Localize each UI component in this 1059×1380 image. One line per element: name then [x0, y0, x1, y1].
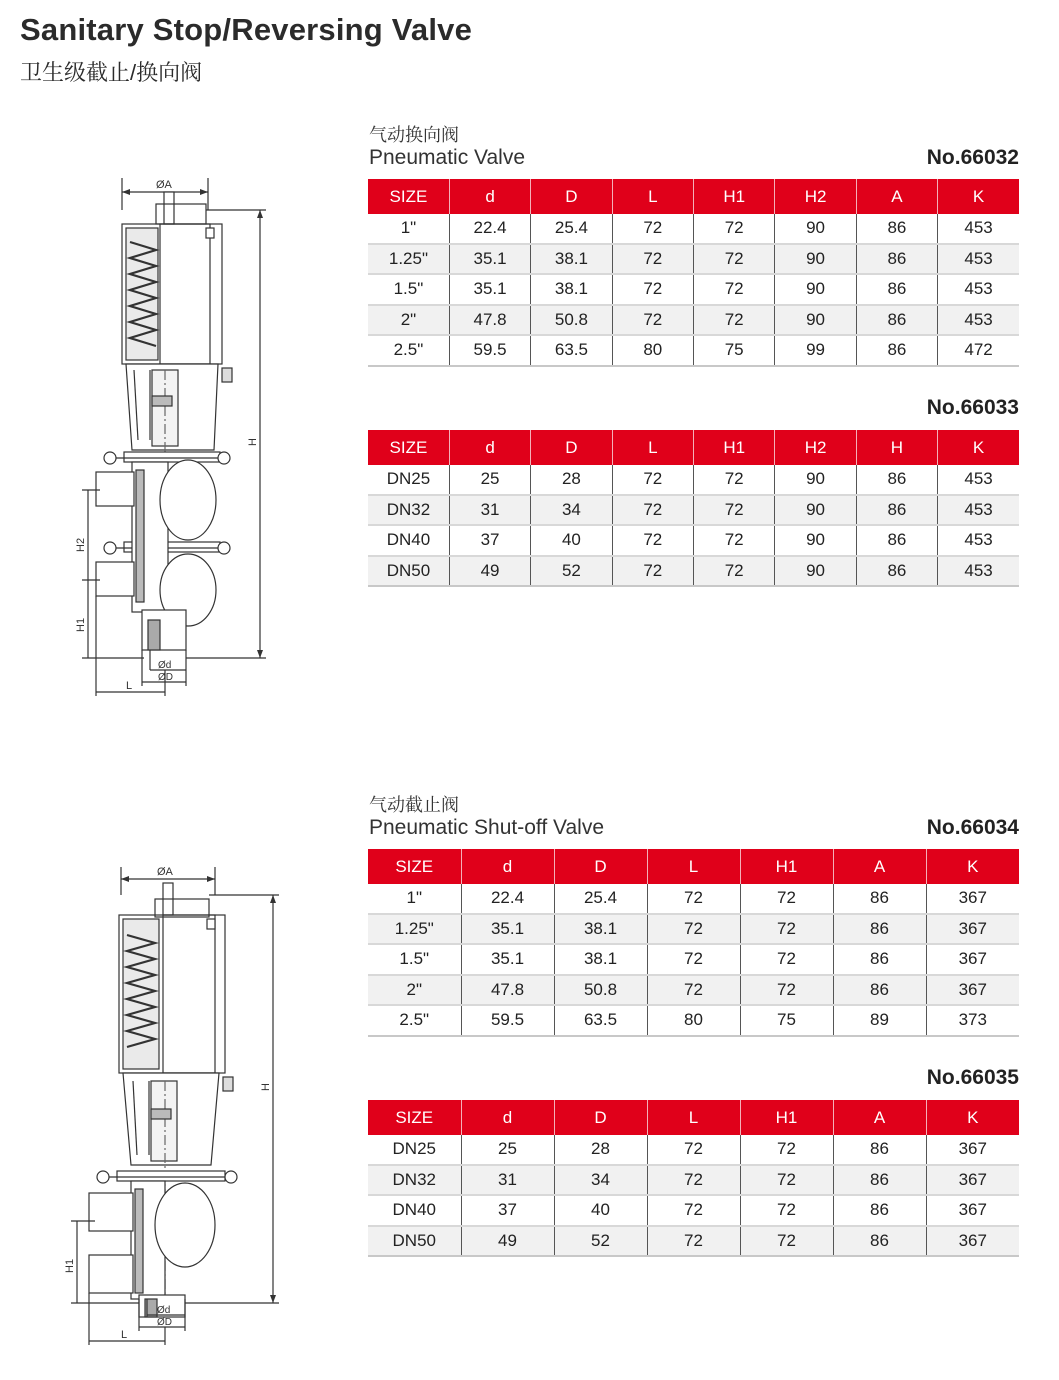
- table-cell: 72: [612, 525, 693, 556]
- column-header: D: [531, 179, 612, 214]
- table-cell: 90: [775, 274, 856, 305]
- table-cell: 86: [833, 1135, 926, 1165]
- model-number: No.66033: [926, 396, 1019, 419]
- table-cell: 34: [554, 1165, 647, 1196]
- table-cell: 1.5": [368, 274, 449, 305]
- table-cell: DN50: [368, 556, 449, 587]
- dim-label-a: ØA: [157, 866, 173, 878]
- table-cell: 453: [938, 495, 1019, 526]
- table-cell: 72: [647, 1226, 740, 1257]
- table-cell: 86: [833, 975, 926, 1006]
- column-header: K: [938, 430, 1019, 465]
- table-cell: 2": [368, 975, 461, 1006]
- table-cell: 75: [694, 335, 775, 366]
- column-header: SIZE: [368, 430, 449, 465]
- column-header: A: [833, 1100, 926, 1135]
- table-cell: 72: [647, 884, 740, 914]
- table-row: [368, 1195, 1019, 1226]
- table-row: [368, 465, 1019, 495]
- table-header-row: [368, 1100, 1019, 1135]
- table-cell: 72: [694, 244, 775, 275]
- shutoff-valve-drawing: [55, 855, 285, 1350]
- table-cell: 2.5": [368, 335, 449, 366]
- table-cell: 90: [775, 495, 856, 526]
- table-cell: 367: [926, 1165, 1019, 1196]
- dim-label-big-d: ØD: [158, 672, 173, 683]
- table-cell: 1": [368, 884, 461, 914]
- table-cell: 72: [694, 556, 775, 587]
- dim-label-h2: H2: [75, 537, 87, 552]
- column-header: H2: [775, 179, 856, 214]
- spec-table: [368, 430, 1019, 587]
- table-cell: 35.1: [449, 274, 530, 305]
- table-row: [368, 914, 1019, 945]
- table-cell: 80: [612, 335, 693, 366]
- table-cell: 72: [647, 1135, 740, 1165]
- table-row: [368, 1005, 1019, 1036]
- table-cell: 59.5: [449, 335, 530, 366]
- table-cell: 86: [856, 305, 937, 336]
- table-cell: 72: [740, 1165, 833, 1196]
- table-cell: 34: [531, 495, 612, 526]
- table-cell: 72: [612, 214, 693, 244]
- table-cell: 72: [694, 525, 775, 556]
- table-cell: 72: [647, 914, 740, 945]
- column-header: SIZE: [368, 1100, 461, 1135]
- table-cell: 367: [926, 1135, 1019, 1165]
- table-cell: 90: [775, 305, 856, 336]
- table-cell: 453: [938, 274, 1019, 305]
- table-cell: 72: [612, 556, 693, 587]
- table-row: [368, 244, 1019, 275]
- table-cell: 72: [740, 1195, 833, 1226]
- table-cell: 72: [694, 214, 775, 244]
- table-cell: 367: [926, 1195, 1019, 1226]
- column-header: H1: [694, 179, 775, 214]
- column-header: K: [926, 1100, 1019, 1135]
- table-cell: 50.8: [554, 975, 647, 1006]
- column-header: d: [461, 1100, 554, 1135]
- table-cell: 86: [833, 1226, 926, 1257]
- table-cell: 2.5": [368, 1005, 461, 1036]
- table-cell: 90: [775, 465, 856, 495]
- dim-label-d: Ød: [158, 660, 172, 671]
- table-header-row: [368, 430, 1019, 465]
- table-row: [368, 305, 1019, 336]
- column-header: H2: [775, 430, 856, 465]
- table-cell: 453: [938, 556, 1019, 587]
- spec-table: [368, 849, 1019, 1037]
- table-cell: DN25: [368, 1135, 461, 1165]
- table-cell: DN25: [368, 465, 449, 495]
- table-cell: 72: [647, 1195, 740, 1226]
- model-number: No.66035: [926, 1066, 1019, 1089]
- table-cell: 22.4: [461, 884, 554, 914]
- table-cell: 367: [926, 975, 1019, 1006]
- table-cell: 38.1: [554, 914, 647, 945]
- column-header: D: [554, 1100, 647, 1135]
- table-cell: 90: [775, 244, 856, 275]
- table-cell: 72: [694, 465, 775, 495]
- column-header: H1: [740, 849, 833, 884]
- table-cell: 86: [833, 1195, 926, 1226]
- title-english: Sanitary Stop/Reversing Valve: [20, 12, 473, 47]
- table-cell: 52: [531, 556, 612, 587]
- table-cell: DN32: [368, 495, 449, 526]
- table-cell: 72: [740, 944, 833, 975]
- table-cell: 1.25": [368, 244, 449, 275]
- column-header: D: [531, 430, 612, 465]
- column-header: d: [461, 849, 554, 884]
- table-header-row: [368, 179, 1019, 214]
- table-cell: 72: [612, 495, 693, 526]
- table-cell: 72: [740, 884, 833, 914]
- table-cell: 1.5": [368, 944, 461, 975]
- table-cell: 25: [449, 465, 530, 495]
- table-cell: 47.8: [449, 305, 530, 336]
- table-cell: 453: [938, 305, 1019, 336]
- table-cell: 38.1: [531, 274, 612, 305]
- table-cell: 86: [856, 495, 937, 526]
- table-row: [368, 556, 1019, 587]
- table-cell: 49: [449, 556, 530, 587]
- table-cell: 367: [926, 884, 1019, 914]
- table-row: [368, 214, 1019, 244]
- table-cell: 86: [856, 465, 937, 495]
- table-cell: 22.4: [449, 214, 530, 244]
- table-cell: 86: [856, 335, 937, 366]
- table-cell: 25: [461, 1135, 554, 1165]
- table-cell: 37: [461, 1195, 554, 1226]
- table-cell: DN40: [368, 1195, 461, 1226]
- spec-table: [368, 179, 1019, 367]
- table-row: [368, 975, 1019, 1006]
- column-header: K: [926, 849, 1019, 884]
- table-cell: 35.1: [449, 244, 530, 275]
- column-header: L: [612, 430, 693, 465]
- column-header: SIZE: [368, 179, 449, 214]
- table-cell: 90: [775, 525, 856, 556]
- table-cell: 28: [531, 465, 612, 495]
- table-cell: 31: [449, 495, 530, 526]
- dim-label-big-d: ØD: [157, 1317, 172, 1328]
- table-cell: 86: [856, 244, 937, 275]
- table-row: [368, 525, 1019, 556]
- title-chinese: 卫生级截止/换向阀: [20, 60, 203, 85]
- table-cell: 72: [612, 465, 693, 495]
- spec-table: [368, 1100, 1019, 1257]
- table-cell: 72: [647, 944, 740, 975]
- table-row: [368, 1226, 1019, 1257]
- table-row: [368, 1165, 1019, 1196]
- table-cell: 72: [694, 305, 775, 336]
- table-cell: 72: [647, 1165, 740, 1196]
- table-cell: 86: [856, 274, 937, 305]
- table-cell: 35.1: [461, 944, 554, 975]
- table-cell: 86: [856, 525, 937, 556]
- reversing-valve-drawing: [60, 170, 280, 705]
- table-row: [368, 335, 1019, 366]
- column-header: H1: [694, 430, 775, 465]
- table-cell: 2": [368, 305, 449, 336]
- table-cell: 86: [833, 884, 926, 914]
- table-cell: 37: [449, 525, 530, 556]
- model-number: No.66032: [926, 146, 1019, 169]
- dim-label-l: L: [126, 680, 133, 692]
- table-cell: DN50: [368, 1226, 461, 1257]
- table-cell: DN32: [368, 1165, 461, 1196]
- table-cell: 86: [833, 944, 926, 975]
- dim-label-a: ØA: [156, 179, 172, 191]
- table-cell: 373: [926, 1005, 1019, 1036]
- dim-label-h: H: [260, 1083, 272, 1091]
- section-title-en: Pneumatic Shut-off Valve: [369, 816, 605, 839]
- column-header: D: [554, 849, 647, 884]
- table-cell: 367: [926, 1226, 1019, 1257]
- table-cell: 75: [740, 1005, 833, 1036]
- table-cell: 80: [647, 1005, 740, 1036]
- dim-label-d: Ød: [157, 1305, 171, 1316]
- column-header: L: [612, 179, 693, 214]
- table-cell: 72: [612, 305, 693, 336]
- table-cell: 89: [833, 1005, 926, 1036]
- table-row: [368, 884, 1019, 914]
- table-cell: 25.4: [554, 884, 647, 914]
- table-cell: 40: [531, 525, 612, 556]
- table-cell: 25.4: [531, 214, 612, 244]
- table-cell: 472: [938, 335, 1019, 366]
- table-cell: 99: [775, 335, 856, 366]
- table-cell: 72: [694, 274, 775, 305]
- model-number: No.66034: [926, 816, 1019, 839]
- section-title-zh: 气动换向阀: [369, 125, 459, 145]
- table-cell: 1.25": [368, 914, 461, 945]
- column-header: d: [449, 430, 530, 465]
- table-cell: 453: [938, 244, 1019, 275]
- section-title-zh: 气动截止阀: [369, 795, 459, 815]
- table-cell: 72: [740, 1226, 833, 1257]
- table-cell: 453: [938, 525, 1019, 556]
- table-row: [368, 274, 1019, 305]
- dim-label-h: H: [247, 438, 259, 446]
- table-cell: 453: [938, 214, 1019, 244]
- table-cell: 63.5: [554, 1005, 647, 1036]
- table-cell: 367: [926, 914, 1019, 945]
- table-cell: 72: [647, 975, 740, 1006]
- table-cell: 72: [740, 914, 833, 945]
- table-cell: 35.1: [461, 914, 554, 945]
- table-cell: 49: [461, 1226, 554, 1257]
- table-cell: DN40: [368, 525, 449, 556]
- table-cell: 28: [554, 1135, 647, 1165]
- column-header: SIZE: [368, 849, 461, 884]
- table-row: [368, 495, 1019, 526]
- column-header: L: [647, 1100, 740, 1135]
- table-cell: 50.8: [531, 305, 612, 336]
- table-cell: 453: [938, 465, 1019, 495]
- table-cell: 72: [740, 1135, 833, 1165]
- column-header: K: [938, 179, 1019, 214]
- table-row: [368, 944, 1019, 975]
- column-header: H1: [740, 1100, 833, 1135]
- dim-label-h1: H1: [64, 1258, 76, 1273]
- table-cell: 72: [612, 244, 693, 275]
- table-cell: 90: [775, 214, 856, 244]
- table-cell: 86: [833, 914, 926, 945]
- table-row: [368, 1135, 1019, 1165]
- table-cell: 38.1: [554, 944, 647, 975]
- section-title-en: Pneumatic Valve: [369, 146, 526, 169]
- column-header: A: [856, 179, 937, 214]
- table-cell: 31: [461, 1165, 554, 1196]
- table-cell: 86: [856, 214, 937, 244]
- table-cell: 63.5: [531, 335, 612, 366]
- table-cell: 59.5: [461, 1005, 554, 1036]
- table-cell: 1": [368, 214, 449, 244]
- table-cell: 47.8: [461, 975, 554, 1006]
- column-header: A: [833, 849, 926, 884]
- table-cell: 367: [926, 944, 1019, 975]
- table-header-row: [368, 849, 1019, 884]
- dim-label-l: L: [121, 1329, 128, 1341]
- column-header: H: [856, 430, 937, 465]
- table-cell: 72: [740, 975, 833, 1006]
- column-header: L: [647, 849, 740, 884]
- table-cell: 86: [856, 556, 937, 587]
- table-cell: 52: [554, 1226, 647, 1257]
- table-cell: 40: [554, 1195, 647, 1226]
- column-header: d: [449, 179, 530, 214]
- table-cell: 38.1: [531, 244, 612, 275]
- table-cell: 72: [612, 274, 693, 305]
- table-cell: 90: [775, 556, 856, 587]
- table-cell: 72: [694, 495, 775, 526]
- dim-label-h1: H1: [75, 617, 87, 632]
- table-cell: 86: [833, 1165, 926, 1196]
